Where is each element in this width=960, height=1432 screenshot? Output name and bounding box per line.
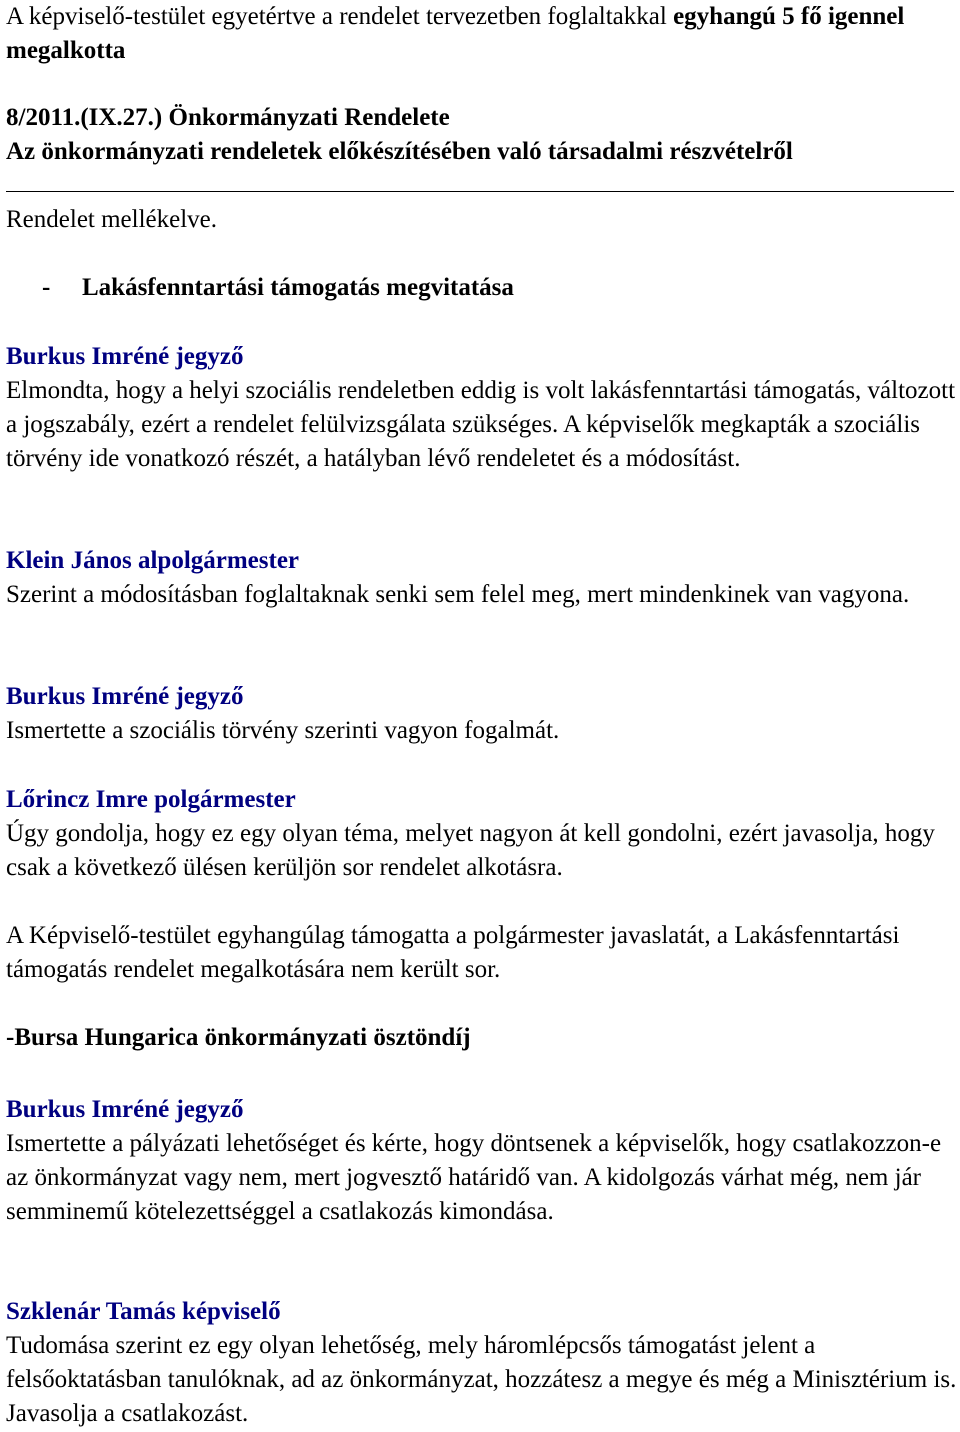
decision-text: A Képviselő-testület egyhangúlag támogatta a polgármester javaslatát, a Lakásfenntartási támogatás rendelet megalkotására nem került sor.: [6, 922, 900, 983]
entry-1: [6, 340, 960, 476]
regulation-title: Az önkormányzati rendeletek előkészítésében való társadalmi részvételről: [6, 138, 793, 165]
speaker-name: Burkus Imréné jegyző: [6, 683, 244, 710]
speaker-text: Elmondta, hogy a helyi szociális rendeletben eddig is volt lakásfenntartási támogatás, változott a jogszabály, ezért a rendelet felülvizsgálata szükséges. A képviselők megkapták a szociális törvény ide vonatkozó részét, a hatályban lévő rendeletet és a módosítást.: [6, 377, 956, 472]
speaker-text: Ismertette a pályázati lehetőséget és kérte, hogy döntsenek a képviselők, hogy csatlakozzon-e az önkormányzat vagy nem, mert jogvesztő határidő van. A kidolgozás várhat még, nem jár semminemű kötelezettséggel a csatlakozás kimondása.: [6, 1130, 942, 1225]
entry-6: [6, 1295, 960, 1431]
agenda-item-1: [6, 271, 960, 305]
agenda-dash: -: [42, 274, 51, 301]
agenda-title-1: Lakásfenntartási támogatás megvitatása: [82, 274, 514, 301]
entry-5: [6, 1093, 960, 1229]
speaker-text: Tudomása szerint ez egy olyan lehetőség, mely háromlépcsős támogatást jelent a felsőoktatásban tanulóknak, ad az önkormányzat, hozzátesz a megye és még a Minisztérium is. Javasolja a csatlakozást.: [6, 1332, 957, 1427]
entry-4: [6, 783, 960, 885]
intro-paragraph: [6, 0, 960, 68]
speaker-name: Burkus Imréné jegyző: [6, 343, 244, 370]
speaker-name: Burkus Imréné jegyző: [6, 1096, 244, 1123]
decision-paragraph: [6, 919, 960, 987]
speaker-text: Úgy gondolja, hogy ez egy olyan téma, melyet nagyon át kell gondolni, ezért javasolja, hogy csak a következő ülésen kerüljön sor rendelet alkotásra.: [6, 820, 935, 881]
agenda-title-2: -Bursa Hungarica önkormányzati ösztöndíj: [6, 1024, 471, 1051]
divider-line: [6, 191, 954, 192]
speaker-text: Ismertette a szociális törvény szerinti vagyon fogalmát.: [6, 717, 560, 744]
entry-3: [6, 680, 960, 748]
regulation-attachment: Rendelet mellékelve.: [6, 206, 218, 233]
intro-bold: egyhangú 5 fő igennel megalkotta: [6, 3, 905, 64]
entry-2: [6, 544, 960, 612]
speaker-name: Lőrincz Imre polgármester: [6, 786, 296, 813]
intro-text: A képviselő-testület egyetértve a rendelet tervezetben foglaltakkal: [6, 3, 674, 30]
speaker-name: Klein János alpolgármester: [6, 547, 300, 574]
regulation-number: 8/2011.(IX.27.) Önkormányzati Rendelete: [6, 104, 450, 131]
speaker-text: Szerint a módosításban foglaltaknak senki sem felel meg, mert mindenkinek van vagyona.: [6, 581, 910, 608]
speaker-name: Szklenár Tamás képviselő: [6, 1298, 281, 1325]
